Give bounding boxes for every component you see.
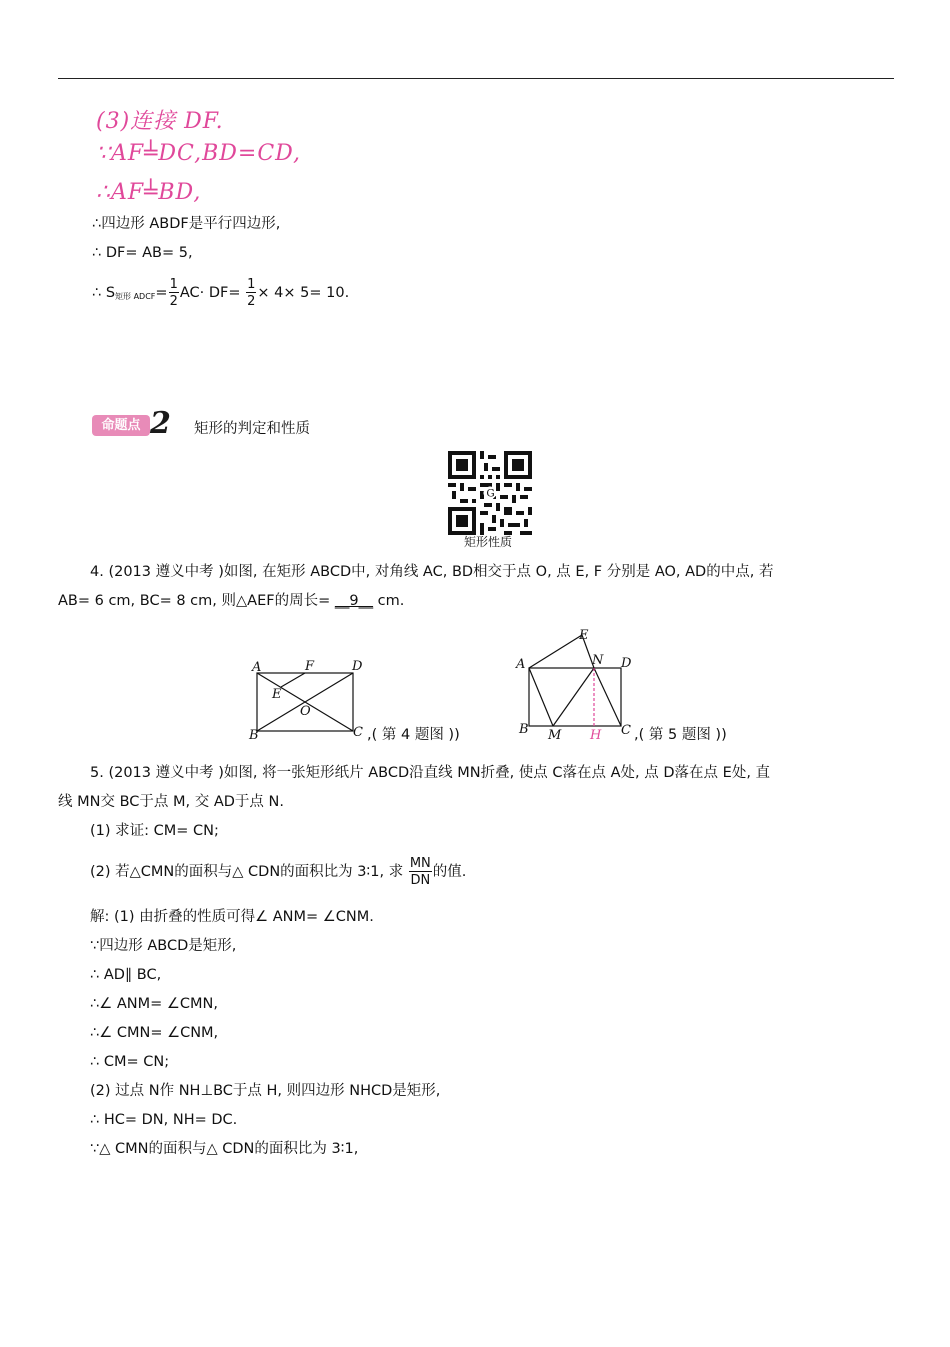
problem5-line-2: 线 MN交 BC于点 M, 交 AD于点 N. xyxy=(58,794,284,810)
denominator: DN xyxy=(410,873,431,888)
qr-caption: 矩形性质 xyxy=(464,535,513,549)
question-2-end: 的值. xyxy=(432,864,467,880)
denominator: 2 xyxy=(247,294,256,309)
svg-text:G: G xyxy=(486,487,495,500)
answer-blank: __9__ xyxy=(334,593,374,609)
solution5-line: ∵四边形 ABCD是矩形, xyxy=(90,938,237,954)
solution-line-3 xyxy=(92,278,349,308)
badge-number: 2 xyxy=(150,406,171,441)
pink-line-3: ∴AF╧BD, xyxy=(96,180,202,205)
qr-code-image xyxy=(448,451,532,535)
fraction-half-1 xyxy=(169,278,179,308)
equals-sign: = xyxy=(155,285,168,301)
label-e: E xyxy=(579,628,589,643)
problem5-question-2 xyxy=(90,857,466,887)
solution-line-2: ∴ DF= AB= 5, xyxy=(92,245,193,261)
pink-line-1: (3)连接 DF. xyxy=(96,109,224,134)
label-d: D xyxy=(621,656,632,671)
area-symbol: ∴ S xyxy=(92,285,116,301)
solution5-line: ∴ HC= DN, NH= DC. xyxy=(90,1112,238,1128)
numerator: 1 xyxy=(247,277,256,292)
formula-middle: AC· DF= xyxy=(179,285,241,301)
solution5-line: ∴ CM= CN; xyxy=(90,1054,170,1070)
figure-5-caption: ,( 第 5 题图 )) xyxy=(634,727,727,743)
solution5-line: 解: (1) 由折叠的性质可得∠ ANM= ∠CNM. xyxy=(90,909,374,925)
label-o: O xyxy=(300,704,311,719)
badge-label: 命题点 xyxy=(92,415,150,436)
denominator: 2 xyxy=(169,294,178,309)
problem4-line-1: 4. (2013 遵义中考 )如图, 在矩形 ABCD中, 对角线 AC, BD相交于点 O, 点 E, F 分别是 AO, AD的中点, 若 xyxy=(90,564,774,580)
label-c: C xyxy=(353,725,363,740)
segment-am xyxy=(529,668,553,726)
problem4-line-2 xyxy=(58,591,404,611)
label-a: A xyxy=(252,660,262,675)
solution5-line: ∴ AD∥ BC, xyxy=(90,967,162,983)
top-rule xyxy=(58,78,894,79)
pink-line-2: ∵AF╧DC,BD=CD, xyxy=(96,141,301,166)
solution5-line: ∵△ CMN的面积与△ CDN的面积比为 3∶1, xyxy=(90,1141,359,1157)
fraction-mn-dn xyxy=(409,857,432,887)
label-a: A xyxy=(516,657,526,672)
solution5-line: (2) 过点 N作 NH⊥BC于点 H, 则四边形 NHCD是矩形, xyxy=(90,1083,441,1099)
numerator: MN xyxy=(409,856,431,871)
label-d: D xyxy=(352,659,363,674)
segment-ef xyxy=(281,673,305,687)
label-m: M xyxy=(548,728,562,743)
label-n: N xyxy=(592,653,604,668)
label-e: E xyxy=(272,687,282,702)
fraction-half-2 xyxy=(246,278,256,308)
solution5-line: ∴∠ CMN= ∠CNM, xyxy=(90,1025,219,1041)
area-subscript: 矩形 ADCF xyxy=(115,292,156,301)
problem5-question-1: (1) 求证: CM= CN; xyxy=(90,823,219,839)
formula-end: × 4× 5= 10. xyxy=(257,285,350,301)
segment-nc xyxy=(594,668,621,726)
label-c: C xyxy=(621,723,631,738)
problem4-text: AB= 6 cm, BC= 8 cm, 则△AEF的周长= xyxy=(58,593,335,609)
label-b: B xyxy=(519,722,529,737)
question-2-text: (2) 若△CMN的面积与△ CDN的面积比为 3∶1, 求 xyxy=(90,864,404,880)
label-f: F xyxy=(305,659,315,674)
figure-4-caption: ,( 第 4 题图 )) xyxy=(367,727,460,743)
fold-line-mn xyxy=(553,668,594,726)
section-title: 矩形的判定和性质 xyxy=(194,421,310,437)
label-b: B xyxy=(249,728,259,743)
solution-line-1: ∴四边形 ABDF是平行四边形, xyxy=(92,216,281,232)
section-badge xyxy=(90,406,176,441)
problem4-unit: cm. xyxy=(373,593,405,609)
numerator: 1 xyxy=(169,277,178,292)
label-h: H xyxy=(590,728,602,743)
problem5-line-1: 5. (2013 遵义中考 )如图, 将一张矩形纸片 ABCD沿直线 MN折叠, 使点 C落在点 A处, 点 D落在点 E处, 直 xyxy=(90,765,771,781)
solution5-line: ∴∠ ANM= ∠CMN, xyxy=(90,996,218,1012)
